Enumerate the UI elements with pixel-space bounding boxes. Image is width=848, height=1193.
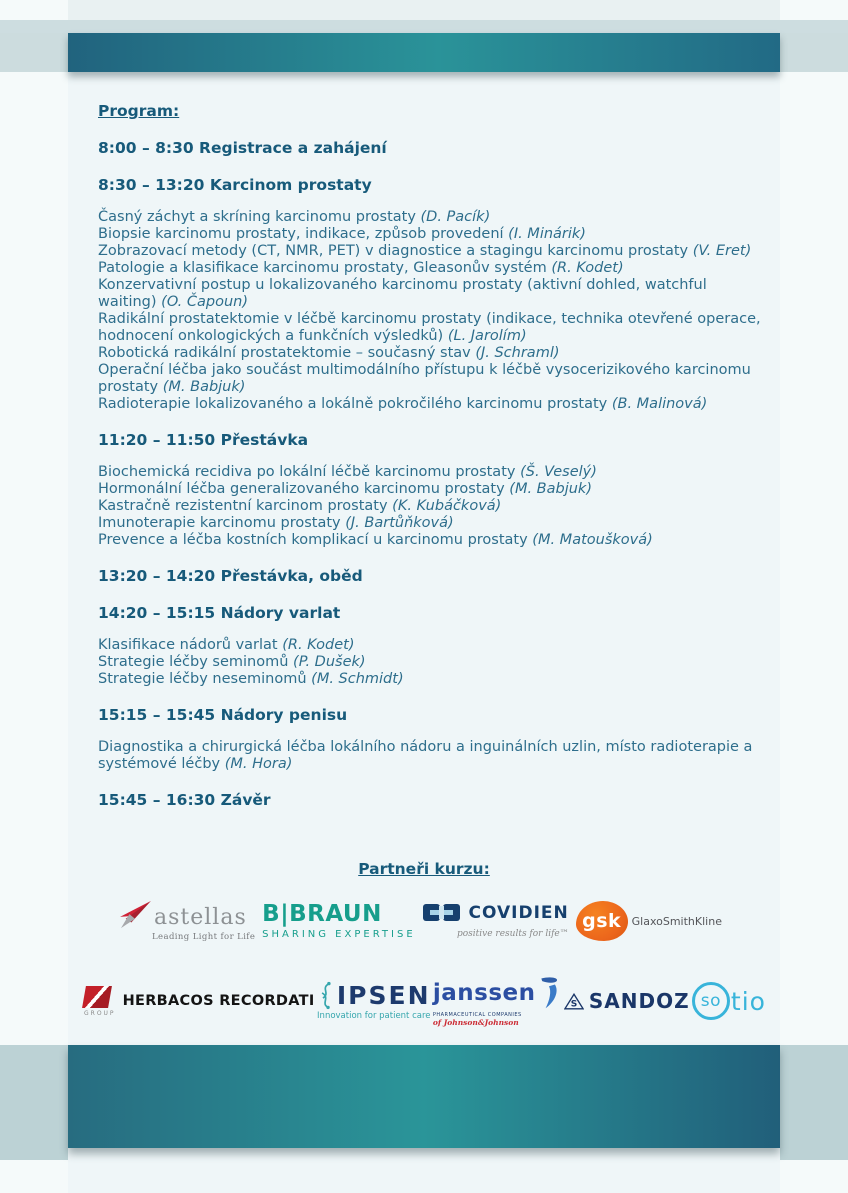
talk-list-late-morning: [98, 464, 762, 549]
talk-title: Radioterapie lokalizovaného a lokálně pokročilého karcinomu prostaty: [98, 396, 608, 412]
talk-item: [98, 243, 762, 260]
header-right-margin-band: [780, 33, 848, 72]
talk-speaker: (I. Minárik): [508, 226, 586, 242]
talk-speaker: (M. Schmidt): [311, 671, 404, 687]
astellas-star-icon: [118, 901, 152, 929]
logo-covidien: [423, 903, 569, 939]
talk-speaker: (V. Eret): [692, 243, 752, 259]
talk-speaker: (R. Kodet): [282, 637, 355, 653]
talk-item: [98, 345, 762, 362]
herbacos-group-label: GROUP: [84, 1009, 116, 1017]
talk-title: Prevence a léčba kostních komplikací u karcinomu prostaty: [98, 532, 528, 548]
logo-gsk: [576, 901, 722, 941]
talk-title: Imunoterapie karcinomu prostaty: [98, 515, 341, 531]
program-heading: Program:: [98, 102, 180, 120]
program-content: [68, 0, 780, 810]
talk-item: [98, 209, 762, 226]
logo-ipsen: [317, 981, 431, 1021]
session-heading-lunch: 13:20 – 14:20 Přestávka, oběd: [98, 567, 363, 585]
talk-title: Biopsie karcinomu prostaty, indikace, způsob provedení: [98, 226, 504, 242]
janssen-jnj-script: of Johnson&Johnson: [432, 1017, 519, 1027]
janssen-subtext: PHARMACEUTICAL COMPANIES: [432, 1011, 522, 1018]
talk-speaker: (P. Dušek): [293, 654, 366, 670]
talk-item: [98, 671, 762, 688]
talk-title: Strategie léčby seminomů: [98, 654, 289, 670]
talk-title: Patologie a klasifikace karcinomu prostaty, Gleasonův systém: [98, 260, 547, 276]
footer-teal-band: [68, 1045, 780, 1148]
talk-title: Operační léčba jako součást multimodálního přístupu k léčbě vysocerizikového karcinomu prostaty: [98, 362, 751, 395]
talk-list-penis: [98, 739, 762, 773]
logo-janssen: [433, 976, 562, 1027]
talk-speaker: (O. Čapoun): [161, 294, 248, 310]
talk-item: [98, 654, 762, 671]
session-heading-break1: 11:20 – 11:50 Přestávka: [98, 431, 309, 449]
partner-logos-row-2: [84, 973, 766, 1029]
talk-item: [98, 481, 762, 498]
session-heading-registration: 8:00 – 8:30 Registrace a zahájení: [98, 139, 387, 157]
talk-speaker: (Š. Veselý): [520, 464, 597, 480]
talk-item: [98, 396, 762, 413]
talk-speaker: (L. Jarolím): [447, 328, 527, 344]
session-heading-penis: 15:15 – 15:45 Nádory penisu: [98, 706, 348, 724]
astellas-wordmark: astellas: [154, 904, 247, 930]
covidien-tagline: positive results for life™: [456, 929, 569, 939]
partners-heading: Partneři kurzu:: [358, 860, 490, 878]
footer-right-margin-band: [780, 1045, 848, 1160]
talk-speaker: (K. Kubáčková): [392, 498, 502, 514]
sotio-wordmark: tio: [730, 986, 766, 1016]
footer-left-margin-band: [0, 1045, 68, 1160]
talk-item: [98, 739, 762, 773]
talk-title: Diagnostika a chirurgická léčba lokálního nádoru a inguinálních uzlin, místo radioterapie a systémové léčby: [98, 739, 753, 772]
talk-item: [98, 311, 762, 345]
ipsen-helix-icon: [317, 981, 334, 1010]
talk-item: [98, 362, 762, 396]
covidien-cross-icon: [423, 903, 461, 923]
talk-title: Strategie léčby neseminomů: [98, 671, 307, 687]
herbacos-icon: [84, 986, 116, 1017]
talk-title: Konzervativní postup u lokalizovaného karcinomu prostaty (aktivní dohled, watchful waiting): [98, 277, 707, 310]
bbraun-tagline: SHARING EXPERTISE: [262, 929, 416, 940]
astellas-tagline: Leading Light for Life: [152, 931, 256, 942]
talk-item: [98, 498, 762, 515]
bbraun-wordmark: B|BRAUN: [262, 901, 382, 927]
partner-logos-row-1: [118, 895, 722, 947]
session-heading-closing: 15:45 – 16:30 Závěr: [98, 791, 271, 809]
gsk-blob-icon: gsk: [576, 901, 628, 941]
talk-speaker: (M. Babjuk): [509, 481, 592, 497]
logo-sotio: [692, 982, 766, 1020]
talk-item: [98, 532, 762, 549]
sandoz-triangle-icon: [564, 993, 584, 1010]
janssen-brush-icon: [536, 976, 562, 1010]
logo-herbacos-recordati: [84, 986, 315, 1017]
herbacos-wordmark: HERBACOS RECORDATI: [122, 993, 315, 1009]
talk-speaker: (M. Matoušková): [532, 532, 653, 548]
talk-title: Robotická radikální prostatektomie – současný stav: [98, 345, 471, 361]
talk-list-testis: [98, 637, 762, 688]
sandoz-wordmark: SANDOZ: [588, 989, 690, 1013]
talk-item: [98, 515, 762, 532]
talk-title: Biochemická recidiva po lokální léčbě karcinomu prostaty: [98, 464, 516, 480]
ipsen-wordmark: IPSEN: [336, 980, 431, 1010]
talk-speaker: (D. Pacík): [420, 209, 491, 225]
partners-section: [68, 860, 780, 1029]
talk-item: [98, 637, 762, 654]
talk-speaker: (R. Kodet): [551, 260, 624, 276]
logo-astellas: [118, 901, 255, 942]
talk-speaker: (J. Bartůňková): [345, 515, 454, 531]
talk-speaker: (B. Malinová): [611, 396, 708, 412]
logo-bbraun: [262, 902, 415, 940]
janssen-wordmark: janssen: [432, 979, 536, 1006]
talk-title: Zobrazovací metody (CT, NMR, PET) v diagnostice a stagingu karcinomu prostaty: [98, 243, 689, 259]
talk-speaker: (J. Schraml): [475, 345, 560, 361]
ipsen-tagline: Innovation for patient care: [317, 1011, 431, 1021]
header-left-margin-band: [0, 33, 68, 72]
session-heading-testis: 14:20 – 15:15 Nádory varlat: [98, 604, 341, 622]
talk-list-prostate: [98, 209, 762, 413]
logo-sandoz: [564, 989, 690, 1013]
talk-title: Časný záchyt a skríning karcinomu prostaty: [98, 209, 416, 225]
talk-item: [98, 260, 762, 277]
session-heading-prostate: 8:30 – 13:20 Karcinom prostaty: [98, 176, 372, 194]
talk-title: Klasifikace nádorů varlat: [98, 637, 278, 653]
talk-item: [98, 464, 762, 481]
talk-title: Radikální prostatektomie v léčbě karcinomu prostaty (indikace, technika otevřené operace, hodnocení onkologických a funkčních výsledků): [98, 311, 761, 344]
gsk-wordmark: GlaxoSmithKline: [631, 914, 722, 928]
covidien-wordmark: COVIDIEN: [468, 903, 569, 923]
talk-item: [98, 226, 762, 243]
talk-item: [98, 277, 762, 311]
talk-title: Hormonální léčba generalizovaného karcinomu prostaty: [98, 481, 505, 497]
talk-speaker: (M. Babjuk): [162, 379, 246, 395]
svg-text:S: S: [570, 999, 578, 1009]
sotio-circle-icon: so: [692, 982, 730, 1020]
talk-title: Kastračně rezistentní karcinom prostaty: [98, 498, 388, 514]
talk-speaker: (M. Hora): [224, 756, 293, 772]
